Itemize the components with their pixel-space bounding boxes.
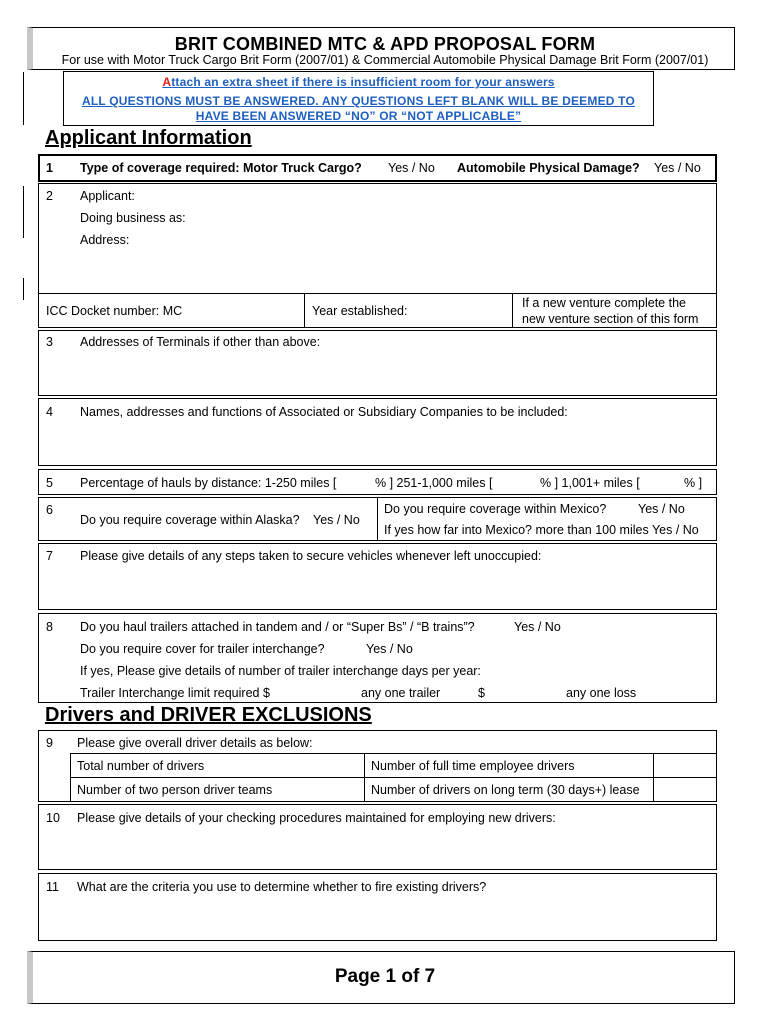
- q5-distance-1: Percentage of hauls by distance: 1-250 miles [: [80, 476, 337, 490]
- warning-line-1: ALL QUESTIONS MUST BE ANSWERED. ANY QUESTIONS LEFT BLANK WILL BE DEEMED TO: [81, 94, 636, 108]
- form-title: BRIT COMBINED MTC & APD PROPOSAL FORM: [174, 34, 596, 54]
- margin-bar: [23, 278, 24, 300]
- form-subtitle: For use with Motor Truck Cargo Brit Form (2007/01) & Commercial Automobile Physical Damage Brit Form (2007/01): [61, 53, 709, 67]
- q1-label-apd: Automobile Physical Damage?: [457, 161, 640, 175]
- section-heading-applicant: Applicant Information: [45, 127, 252, 149]
- section-heading-drivers: Drivers and DRIVER EXCLUSIONS: [45, 704, 372, 726]
- q3-label: Addresses of Terminals if other than above:: [80, 335, 321, 349]
- page-number: Page 1 of 7: [334, 966, 436, 987]
- interchange-question: Do you require cover for trailer interchange?: [80, 642, 325, 656]
- tandem-question: Do you haul trailers attached in tandem and / or “Super Bs” / “B trains”?: [80, 620, 475, 634]
- q9-row-line: [70, 777, 717, 778]
- new-venture-note-1: If a new venture complete the: [522, 296, 686, 310]
- new-venture-note-2: new venture section of this form: [522, 312, 699, 326]
- warning-line-2: HAVE BEEN ANSWERED “NO” OR “NOT APPLICABLE”: [195, 109, 522, 123]
- q2-col-divider: [304, 293, 305, 328]
- extra-sheet-notice: Attach an extra sheet if there is insufficient room for your answers: [162, 75, 555, 89]
- q11-label: What are the criteria you use to determine whether to fire existing drivers?: [77, 880, 487, 894]
- q5-distance-2: % ] 251-1,000 miles [: [375, 476, 493, 490]
- margin-bar: [23, 186, 24, 238]
- q6-number: 6: [46, 503, 53, 517]
- q1-label: Type of coverage required: Motor Truck Cargo?: [80, 161, 362, 175]
- interchange-details: If yes, Please give details of number of trailer interchange days per year:: [80, 664, 481, 678]
- q7-label: Please give details of any steps taken to secure vehicles whenever left unoccupied:: [80, 549, 542, 563]
- q6-divider: [377, 497, 378, 541]
- margin-bar: [23, 72, 24, 125]
- q5-distance-3: % ] 1,001+ miles [: [540, 476, 640, 490]
- q3-number: 3: [46, 335, 53, 349]
- lease-drivers-label: Number of drivers on long term (30 days+) lease: [371, 783, 640, 797]
- driver-teams-label: Number of two person driver teams: [77, 783, 273, 797]
- q10-label: Please give details of your checking procedures maintained for employing new drivers:: [77, 811, 556, 825]
- any-one-loss-label: any one loss: [566, 686, 637, 700]
- mexico-question: Do you require coverage within Mexico?: [384, 502, 607, 516]
- q11-number: 11: [46, 880, 59, 894]
- alaska-yes-no[interactable]: Yes / No: [313, 513, 360, 527]
- q1-number: 1: [46, 161, 53, 175]
- q5-number: 5: [46, 476, 53, 490]
- applicant-label: Applicant:: [80, 189, 135, 203]
- total-drivers-label: Total number of drivers: [77, 759, 205, 773]
- q8-number: 8: [46, 620, 53, 634]
- mexico-yes-no[interactable]: Yes / No: [638, 502, 685, 516]
- interchange-limit-label: Trailer Interchange limit required $: [80, 686, 270, 700]
- q4-number: 4: [46, 405, 53, 419]
- q5-distance-4: % ]: [684, 476, 703, 490]
- q9-label: Please give overall driver details as below:: [77, 736, 313, 750]
- interchange-yes-no[interactable]: Yes / No: [366, 642, 413, 656]
- tandem-yes-no[interactable]: Yes / No: [514, 620, 561, 634]
- q9-row-line: [70, 753, 717, 754]
- fulltime-drivers-label: Number of full time employee drivers: [371, 759, 575, 773]
- q10-number: 10: [46, 811, 60, 825]
- q1-yes-no-apd[interactable]: Yes / No: [654, 161, 701, 175]
- dollar-sign: $: [478, 686, 485, 700]
- year-established-label: Year established:: [312, 304, 408, 318]
- address-label: Address:: [80, 233, 130, 247]
- q2-col-divider: [512, 293, 513, 328]
- alaska-question: Do you require coverage within Alaska?: [80, 513, 300, 527]
- q1-yes-no-cargo[interactable]: Yes / No: [388, 161, 435, 175]
- q9-col-line: [364, 753, 365, 802]
- q7-number: 7: [46, 549, 53, 563]
- q4-label: Names, addresses and functions of Associated or Subsidiary Companies to be included:: [80, 405, 568, 419]
- q9-col-line: [653, 753, 654, 802]
- q9-col-line: [70, 753, 71, 802]
- dba-label: Doing business as:: [80, 211, 186, 225]
- q2-number: 2: [46, 189, 53, 203]
- q9-number: 9: [46, 736, 53, 750]
- mexico-distance-question: If yes how far into Mexico? more than 100 miles Yes / No: [384, 523, 699, 537]
- icc-docket-label: ICC Docket number: MC: [46, 304, 183, 318]
- any-one-trailer-label: any one trailer: [361, 686, 441, 700]
- q2-divider: [38, 293, 717, 294]
